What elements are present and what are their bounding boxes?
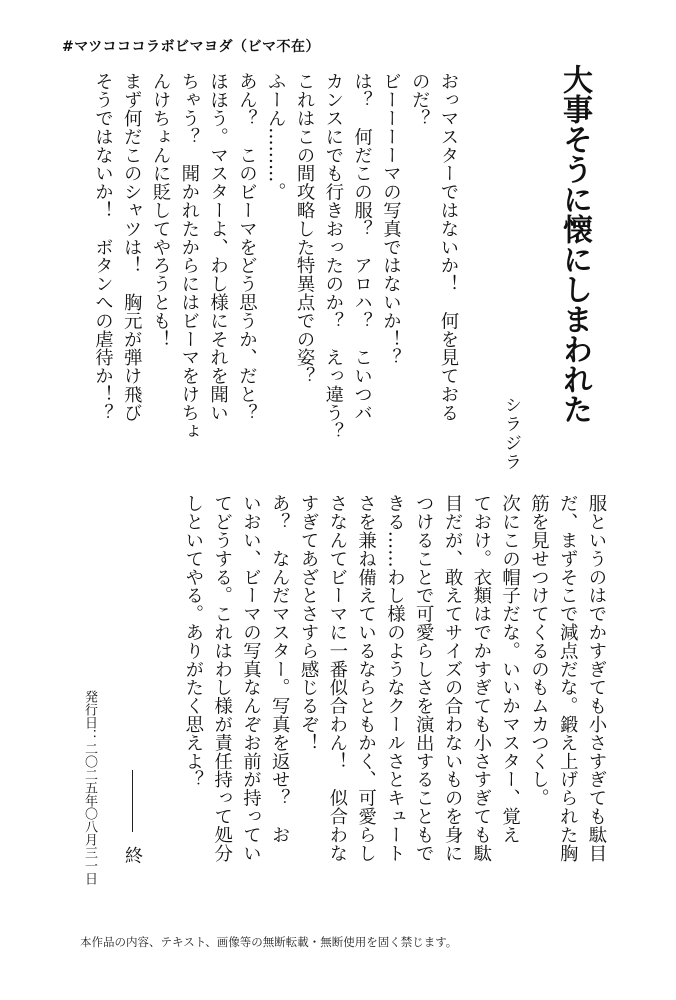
body-text-upper (88, 72, 462, 472)
text-line: てどうする。これはわし様が責任持って処分 (211, 494, 233, 862)
text-line: おっマスターではないか！ 何を見ておる (438, 72, 459, 422)
text-line: これはこの間攻略した特異点での姿？ (294, 72, 316, 385)
text-line: ておけ。衣類はでかすぎても小さすぎても駄 (470, 494, 492, 862)
text-line: そうではないか！ ボタンへの虐待か！？ (92, 72, 114, 422)
author-name: シラジラ (501, 396, 521, 472)
body-text-lower (178, 494, 610, 870)
end-mark (118, 770, 146, 890)
text-line: きる……わし様のようなクールさとキュート (384, 494, 406, 862)
hashtag-header: #マツコココラボビマヨダ（ビマ不在） (62, 39, 321, 55)
text-line: だ、まずそこで減点だな。鍛え上げられた胸 (557, 494, 579, 862)
text-line: さなんてビーマに一番似合わん！ 似合わな (326, 494, 348, 862)
text-line: ちゃう？ 聞かれたからにはビーマをけちょ (178, 72, 200, 440)
text-line: しといてやる。ありがたく思えよ？ (182, 494, 204, 789)
text-line: ほほう。マスターよ、わし様にそれを聞い (207, 72, 229, 422)
end-mark-text: 終 (122, 846, 143, 864)
text-line: まず何だこのシャツは！ 胸元が弾け飛び (121, 72, 143, 422)
text-line: 服というのはでかすぎても小さすぎても駄目 (586, 494, 607, 862)
end-divider-line (132, 770, 133, 832)
text-line: 筋を見せつけてくるのもムカつくし。 (528, 494, 550, 807)
text-line: あ？ なんだマスター。写真を返せ？ お (269, 494, 291, 844)
text-line: のだ？ (409, 72, 431, 128)
text-line: つけることで可愛らしさを演出することもで (413, 494, 435, 862)
text-line: ビーーーーマの写真ではないか！？ (380, 72, 402, 367)
publish-date: 発行日：二〇二五年〇八月三一日 (82, 690, 97, 885)
text-line: あん？ このビーマをどう思うか、だと？ (236, 72, 258, 422)
text-line: カンスにでも行きおったのか？ えっ違う？ (322, 72, 344, 440)
text-line: んけちょんに貶してやろうとも！ (150, 72, 172, 348)
text-line: 目だが、敢えてサイズの合わないものを身に (442, 494, 464, 862)
story-title: 大事そうに懐にしまわれた (557, 64, 592, 424)
text-line: 次にこの帽子だな。いいかマスター、覚え (499, 494, 521, 844)
copyright-notice: 本作品の内容、テキスト、画像等の無断転載・無断使用を固く禁じます。 (80, 935, 458, 949)
text-line: さを兼ね備えているならともかく、可愛らし (355, 494, 377, 862)
text-line: ふーん………。 (265, 72, 287, 201)
text-line: すぎてあざとさすら感じるぞ！ (298, 494, 320, 752)
text-line: は？ 何だこの服？ アロハ？ こいつバ (351, 72, 373, 422)
text-line: いおい、ビーマの写真なんぞお前が持ってい (240, 494, 262, 862)
